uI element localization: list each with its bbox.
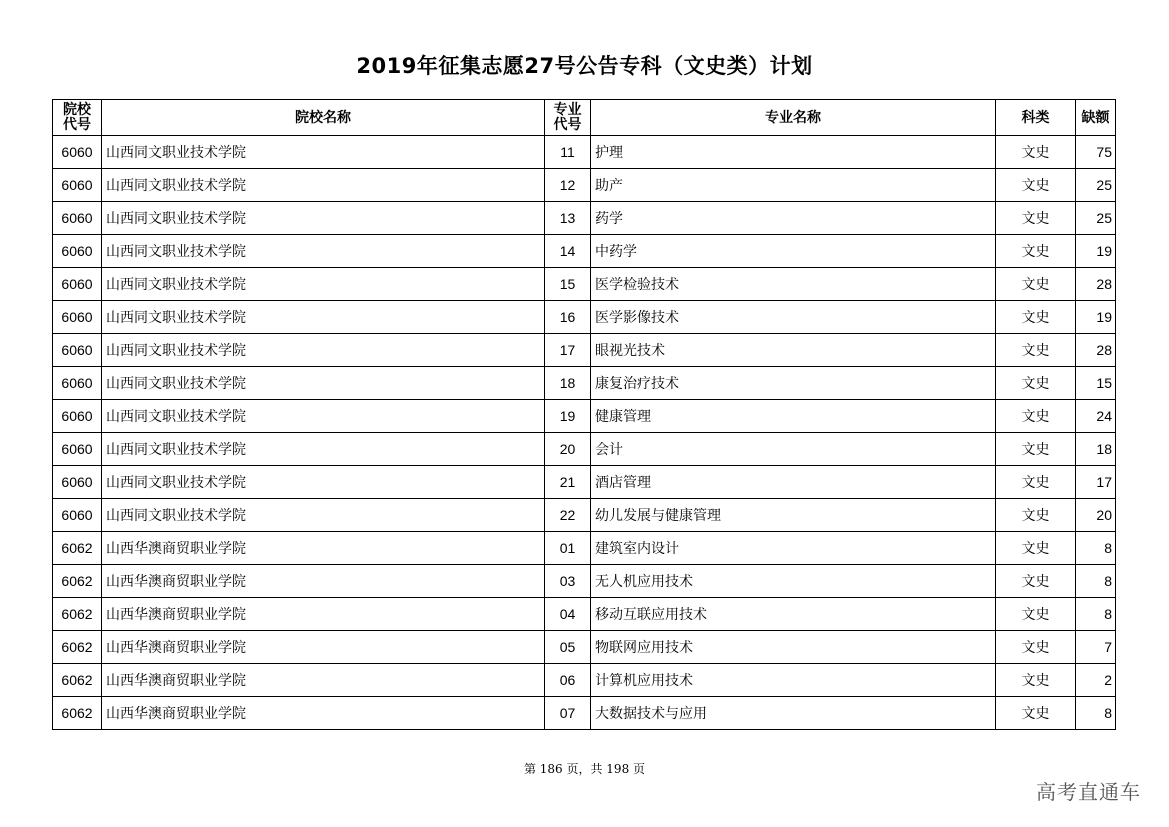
major-name-cell: 建筑室内设计 [591,532,996,565]
quota-cell: 19 [1076,301,1116,334]
school-code-cell: 6060 [53,235,102,268]
quota-cell: 15 [1076,367,1116,400]
category-cell: 文史 [996,598,1076,631]
school-code-cell: 6060 [53,202,102,235]
major-code-cell: 15 [545,268,591,301]
school-code-cell: 6062 [53,565,102,598]
major-name-cell: 无人机应用技术 [591,565,996,598]
header-major-code: 专业 代号 [545,100,591,136]
school-name-cell: 山西同文职业技术学院 [102,268,545,301]
quota-cell: 17 [1076,466,1116,499]
header-major-name: 专业名称 [591,100,996,136]
table-row [53,499,1116,532]
category-cell: 文史 [996,268,1076,301]
table-row [53,631,1116,664]
school-name-cell: 山西华澳商贸职业学院 [102,664,545,697]
header-category: 科类 [996,100,1076,136]
school-code-cell: 6060 [53,169,102,202]
school-code-cell: 6060 [53,499,102,532]
category-cell: 文史 [996,499,1076,532]
page-title: 2019年征集志愿27号公告专科（文史类）计划 [356,54,813,78]
watermark: 高考直通车 [1036,780,1141,804]
school-code-cell: 6060 [53,367,102,400]
page-footer: 第 186 页，共 198 页 [523,762,646,776]
major-code-cell: 21 [545,466,591,499]
major-code-cell: 22 [545,499,591,532]
major-code-cell: 05 [545,631,591,664]
major-code-cell: 07 [545,697,591,730]
category-cell: 文史 [996,466,1076,499]
quota-cell: 8 [1076,598,1116,631]
school-code-cell: 6062 [53,532,102,565]
school-code-cell: 6060 [53,301,102,334]
category-cell: 文史 [996,433,1076,466]
school-code-cell: 6060 [53,334,102,367]
major-code-cell: 16 [545,301,591,334]
major-name-cell: 计算机应用技术 [591,664,996,697]
school-name-cell: 山西华澳商贸职业学院 [102,631,545,664]
table-row [53,532,1116,565]
quota-cell: 28 [1076,268,1116,301]
table-row [53,367,1116,400]
quota-cell: 8 [1076,697,1116,730]
school-code-cell: 6062 [53,664,102,697]
major-code-cell: 12 [545,169,591,202]
school-name-cell: 山西同文职业技术学院 [102,367,545,400]
table-row [53,301,1116,334]
quota-cell: 18 [1076,433,1116,466]
major-code-cell: 01 [545,532,591,565]
school-name-cell: 山西同文职业技术学院 [102,202,545,235]
table-header-row [53,100,1116,136]
major-code-cell: 13 [545,202,591,235]
school-code-cell: 6062 [53,697,102,730]
major-name-cell: 康复治疗技术 [591,367,996,400]
major-name-cell: 医学检验技术 [591,268,996,301]
table-row [53,400,1116,433]
school-name-cell: 山西同文职业技术学院 [102,466,545,499]
table-row [53,565,1116,598]
category-cell: 文史 [996,202,1076,235]
major-code-cell: 14 [545,235,591,268]
header-quota: 缺额 [1076,100,1116,136]
major-code-cell: 18 [545,367,591,400]
quota-cell: 28 [1076,334,1116,367]
table-row [53,268,1116,301]
school-name-cell: 山西同文职业技术学院 [102,334,545,367]
major-name-cell: 物联网应用技术 [591,631,996,664]
table-row [53,433,1116,466]
quota-cell: 75 [1076,136,1116,169]
major-name-cell: 酒店管理 [591,466,996,499]
category-cell: 文史 [996,301,1076,334]
school-code-cell: 6062 [53,631,102,664]
major-code-cell: 11 [545,136,591,169]
category-cell: 文史 [996,400,1076,433]
school-code-cell: 6060 [53,400,102,433]
header-school-name: 院校名称 [102,100,545,136]
category-cell: 文史 [996,664,1076,697]
major-name-cell: 中药学 [591,235,996,268]
quota-cell: 25 [1076,169,1116,202]
major-name-cell: 眼视光技术 [591,334,996,367]
category-cell: 文史 [996,367,1076,400]
category-cell: 文史 [996,631,1076,664]
school-name-cell: 山西华澳商贸职业学院 [102,598,545,631]
school-code-cell: 6060 [53,268,102,301]
major-name-cell: 大数据技术与应用 [591,697,996,730]
quota-cell: 8 [1076,565,1116,598]
category-cell: 文史 [996,532,1076,565]
quota-cell: 24 [1076,400,1116,433]
quota-cell: 19 [1076,235,1116,268]
quota-cell: 8 [1076,532,1116,565]
school-code-cell: 6060 [53,136,102,169]
school-name-cell: 山西同文职业技术学院 [102,433,545,466]
major-name-cell: 健康管理 [591,400,996,433]
header-school-code: 院校 代号 [53,100,102,136]
table-row [53,202,1116,235]
quota-cell: 2 [1076,664,1116,697]
category-cell: 文史 [996,697,1076,730]
major-code-cell: 06 [545,664,591,697]
major-name-cell: 助产 [591,169,996,202]
school-name-cell: 山西同文职业技术学院 [102,499,545,532]
table-row [53,334,1116,367]
major-name-cell: 药学 [591,202,996,235]
category-cell: 文史 [996,565,1076,598]
major-name-cell: 移动互联应用技术 [591,598,996,631]
school-code-cell: 6060 [53,433,102,466]
category-cell: 文史 [996,334,1076,367]
school-name-cell: 山西华澳商贸职业学院 [102,565,545,598]
category-cell: 文史 [996,235,1076,268]
table-row [53,598,1116,631]
school-name-cell: 山西华澳商贸职业学院 [102,532,545,565]
category-cell: 文史 [996,169,1076,202]
major-name-cell: 幼儿发展与健康管理 [591,499,996,532]
table-row [53,235,1116,268]
major-name-cell: 会计 [591,433,996,466]
school-code-cell: 6062 [53,598,102,631]
school-name-cell: 山西华澳商贸职业学院 [102,697,545,730]
major-name-cell: 护理 [591,136,996,169]
major-code-cell: 04 [545,598,591,631]
school-name-cell: 山西同文职业技术学院 [102,235,545,268]
school-code-cell: 6060 [53,466,102,499]
quota-cell: 20 [1076,499,1116,532]
quota-cell: 25 [1076,202,1116,235]
major-code-cell: 03 [545,565,591,598]
school-name-cell: 山西同文职业技术学院 [102,169,545,202]
school-name-cell: 山西同文职业技术学院 [102,301,545,334]
category-cell: 文史 [996,136,1076,169]
quota-cell: 7 [1076,631,1116,664]
table-row [53,697,1116,730]
school-name-cell: 山西同文职业技术学院 [102,400,545,433]
major-code-cell: 17 [545,334,591,367]
plan-table [52,99,1116,730]
table-row [53,136,1116,169]
table-row [53,466,1116,499]
table-row [53,664,1116,697]
major-code-cell: 20 [545,433,591,466]
major-code-cell: 19 [545,400,591,433]
school-name-cell: 山西同文职业技术学院 [102,136,545,169]
major-name-cell: 医学影像技术 [591,301,996,334]
table-row [53,169,1116,202]
